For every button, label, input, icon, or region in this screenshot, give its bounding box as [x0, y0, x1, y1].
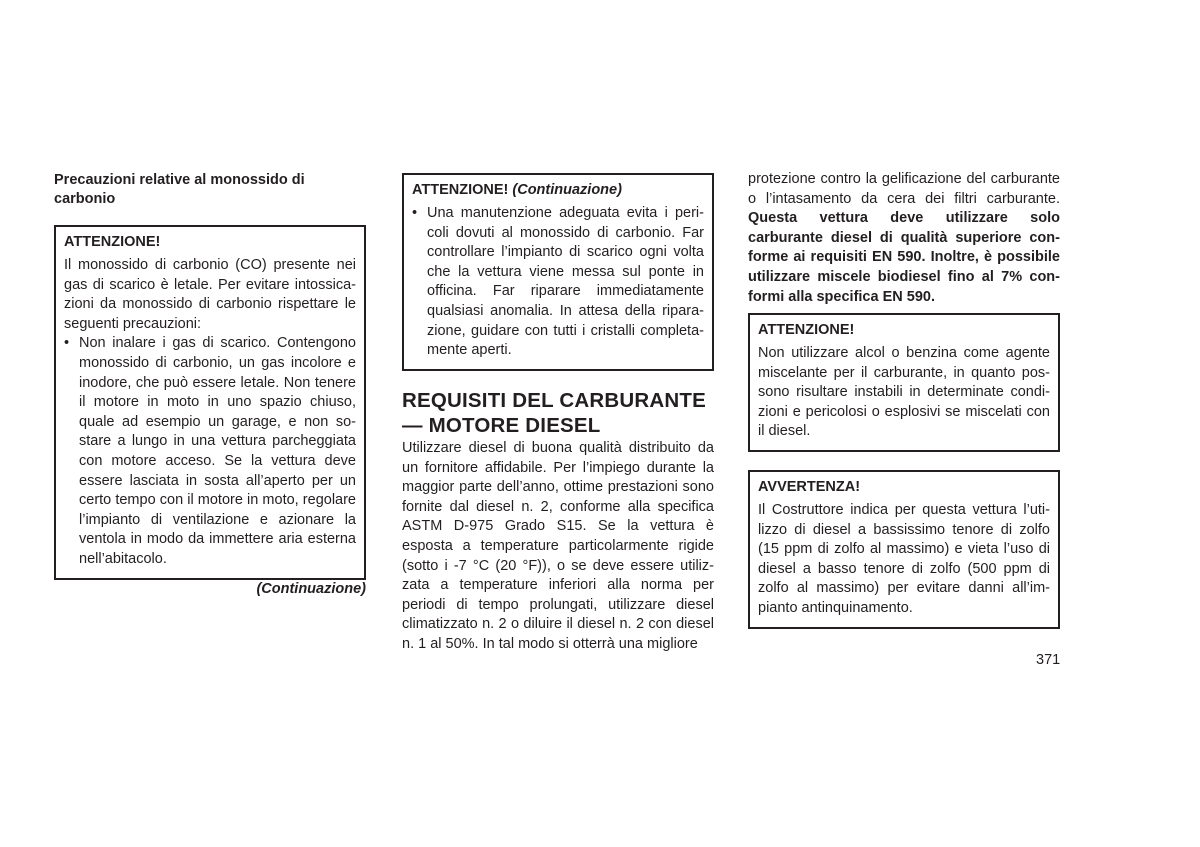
fuel-requirements-body-continued [748, 170, 1060, 307]
continued-label: (Continuazione) [256, 581, 366, 597]
bullet-icon: • [64, 335, 70, 352]
fuel-requirements-body: Utilizzare diesel di buona qualità distribuito da un fornitore affidabile. Per l’impiego durante la maggior parte dell’anno, ottime prestazioni sono fornite dal diesel n. 2, conforme alla specifica ASTM D-975 Grado S15. Se la vettura è esposta a temperature particolarmente rigide (sotto i -7 °C (20 °F)), o se deve essere utilizzata a temperature inferiori alla norma per periodi di tempo prolungati, utilizzare diesel climatizzato n. 2 o diluire il diesel n. 2 con diesel n. 1 al 50%. In tal modo si otterrà una migliore [402, 440, 714, 652]
fuel-requirements-heading: REQUISITI DEL CARBURANTE — MOTORE DIESEL [402, 389, 706, 437]
bullet-icon: • [412, 205, 418, 221]
warning-bullet-text: Non inalare i gas di scarico. Contengono monossido di carbonio, un gas incolore e inodore, che può essere letale. Non tenere il motore in moto in uno spazio chiuso, quale ad esempio un garage, e non sostare a lungo in una vettura parcheggiata con motore acceso. Se la vettura deve essere lasciata in sosta all’aperto per un certo tempo con il motore in moto, regolare l’impianto di ventilazione e azionare la ventola in modo da immettere aria esterna nell’abitacolo. [79, 335, 356, 567]
maintenance-bullet-text: Una manutenzione adeguata evita i pericoli dovuti al monossido di carbonio. Far controllare l’impianto di scarico ogni volta che la vettura viene messa sul ponte in officina. Far riparare immediatamente qualsiasi anomalia. In attesa della riparazione, guidare con tutti i cristalli completamente aperti. [427, 205, 704, 359]
warning-title-text: ATTENZIONE! [412, 182, 509, 198]
warning-box-alcohol [748, 313, 1060, 452]
body-bold-text: Questa vettura deve utilizzare solo carburante diesel di qualità superiore conforme ai requisiti EN 590. Inoltre, è possibile utilizzare miscele biodiesel fino al 7% conformi alla specifica EN 590. [748, 210, 1060, 305]
section-heading-carbon-monoxide: Precauzioni relative al monossido di carbonio [54, 172, 305, 207]
warning-box-title: ATTENZIONE! [64, 234, 161, 250]
warning-box-carbon-monoxide [54, 225, 366, 580]
warning-box-text: Non utilizzare alcol o benzina come agente miscelante per il carburante, in quanto possono risultare instabili in determinate condizioni e pericolosi o esplosivi se miscelati con il diesel. [758, 345, 1050, 440]
warning-box-title: ATTENZIONE! [758, 322, 855, 338]
warning-bullet-item [64, 334, 356, 569]
warning-box-continued-title [412, 181, 704, 200]
maintenance-bullet-item [412, 204, 704, 361]
caution-box-text: Il Costruttore indica per questa vettura l’utilizzo di diesel a bassissimo tenore di zolfo (15 ppm di zolfo al massimo) e vieta l’uso di diesel a basso tenore di zolfo (500 ppm di zolfo al massimo) per evitare danni all’impianto antinquinamento. [758, 502, 1050, 616]
warning-box-intro: Il monossido di carbonio (CO) presente nei gas di scarico è letale. Per evitare intossicazioni da monossido di carbonio rispettare le seguenti precauzioni: [64, 257, 356, 332]
continued-suffix: (Continuazione) [512, 182, 622, 198]
caution-box-sulfur [748, 470, 1060, 629]
page-number: 371 [1036, 652, 1061, 668]
body-normal-text: protezione contro la gelificazione del carburante o l’intasamento da cera dei filtri carburante. [748, 171, 1060, 207]
warning-box-continued [402, 173, 714, 371]
caution-box-title: AVVERTENZA! [758, 479, 861, 495]
